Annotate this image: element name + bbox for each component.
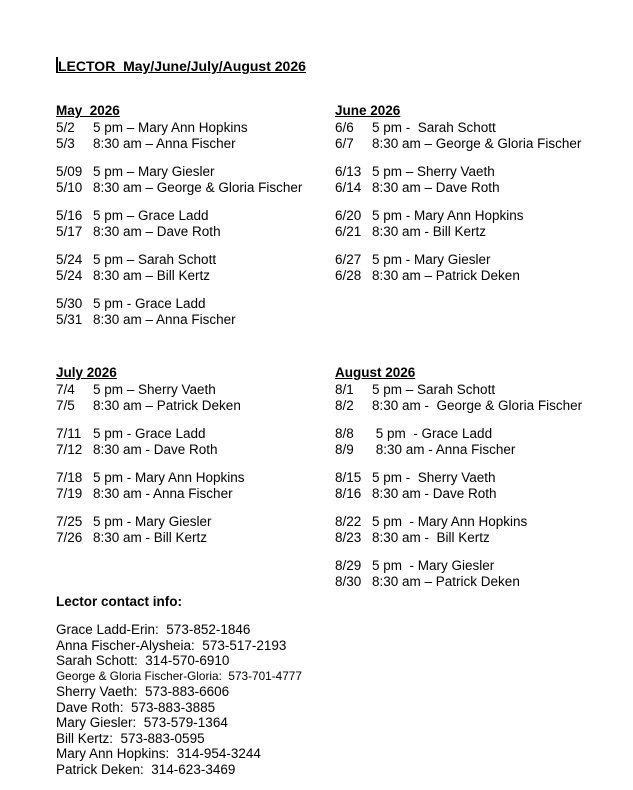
contact-line: George & Gloria Fischer-Gloria: 573-701-4777 xyxy=(56,668,302,683)
entry-text: 5 pm – Sherry Vaeth xyxy=(372,164,495,179)
service-group xyxy=(56,208,335,239)
entry-text: 5 pm – Sarah Schott xyxy=(372,382,496,397)
month-header: May 2026 xyxy=(56,103,120,118)
entry-date: 8/30 xyxy=(335,573,362,589)
month-header: August 2026 xyxy=(335,365,416,380)
month-section xyxy=(335,364,613,589)
entry-date: 6/14 xyxy=(335,179,362,195)
entry-date: 8/29 xyxy=(335,558,362,573)
service-group xyxy=(335,470,613,501)
entry-text: 5 pm - Mary Ann Hopkins xyxy=(372,208,524,223)
schedule-entry xyxy=(335,426,613,442)
month-header: June 2026 xyxy=(335,103,401,118)
entry-date: 5/24 xyxy=(56,267,83,283)
entry-date: 8/22 xyxy=(335,514,362,529)
service-group xyxy=(56,470,335,501)
schedule-entry xyxy=(335,382,613,398)
entry-date: 5/2 xyxy=(56,120,75,135)
entry-date: 7/18 xyxy=(56,470,83,485)
page-title xyxy=(56,57,613,76)
schedule-entry xyxy=(335,530,613,546)
contact-line: Anna Fischer-Alysheia: 573-517-2193 xyxy=(56,637,287,653)
schedule-entry xyxy=(335,574,613,590)
entry-date: 5/10 xyxy=(56,179,83,195)
service-group xyxy=(56,252,335,283)
entry-text: 5 pm - Sherry Vaeth xyxy=(372,470,496,485)
entry-date: 7/11 xyxy=(56,426,82,441)
schedule-entry xyxy=(335,442,613,458)
entry-date: 7/5 xyxy=(56,397,75,413)
schedule-entry xyxy=(56,514,335,530)
entry-text: 5 pm - Grace Ladd xyxy=(93,426,206,441)
entry-text: 8:30 am – George & Gloria Fischer xyxy=(372,135,582,151)
contact-section xyxy=(56,594,613,777)
entry-text: 8:30 am – Dave Roth xyxy=(372,179,500,195)
entry-text: 5 pm - Mary Ann Hopkins xyxy=(93,470,245,485)
service-group xyxy=(56,120,335,151)
month-header: July 2026 xyxy=(56,365,117,380)
entry-text: 5 pm - Grace Ladd xyxy=(372,426,493,441)
schedule-entry xyxy=(335,224,613,240)
entry-date: 7/25 xyxy=(56,514,83,529)
service-group xyxy=(335,514,613,545)
entry-date: 5/30 xyxy=(56,296,83,311)
schedule-entry xyxy=(335,164,613,180)
schedule-entry xyxy=(335,268,613,284)
entry-date: 8/9 xyxy=(335,441,354,457)
entry-text: 5 pm - Mary Giesler xyxy=(372,252,491,267)
schedule-entry xyxy=(335,514,613,530)
contact-line: Grace Ladd-Erin: 573-852-1846 xyxy=(56,622,251,637)
months-grid xyxy=(56,102,613,589)
entry-date: 8/16 xyxy=(335,485,362,501)
entry-text: 8:30 am – Patrick Deken xyxy=(372,267,520,283)
contact-line: Sherry Vaeth: 573-883-6606 xyxy=(56,684,230,699)
service-group xyxy=(56,296,335,327)
schedule-entry xyxy=(56,382,335,398)
schedule-entry xyxy=(335,470,613,486)
entry-text: 5 pm – Sarah Schott xyxy=(93,252,217,267)
schedule-entry xyxy=(56,208,335,224)
schedule-entry xyxy=(56,486,335,502)
entry-date: 6/6 xyxy=(335,120,354,135)
service-group xyxy=(335,558,613,589)
schedule-entry xyxy=(335,398,613,414)
entry-text: 8:30 am – Bill Kertz xyxy=(93,267,211,283)
schedule-entry xyxy=(56,136,335,152)
service-group xyxy=(56,426,335,457)
schedule-entry xyxy=(56,296,335,312)
contact-line: Sarah Schott: 314-570-6910 xyxy=(56,653,230,668)
contact-line: Mary Ann Hopkins: 314-954-3244 xyxy=(56,746,261,761)
entry-date: 8/1 xyxy=(335,382,354,397)
contact-line: Dave Roth: 573-883-3885 xyxy=(56,699,216,715)
schedule-entry xyxy=(56,470,335,486)
entry-text: 8:30 am - Bill Kertz xyxy=(372,529,490,545)
schedule-entry xyxy=(335,208,613,224)
schedule-entry xyxy=(335,486,613,502)
entry-date: 7/12 xyxy=(56,441,83,457)
schedule-entry xyxy=(335,120,613,136)
schedule-entry xyxy=(335,136,613,152)
entry-text: 8:30 am – Patrick Deken xyxy=(93,397,241,413)
entry-text: 8:30 am - George & Gloria Fischer xyxy=(372,397,583,413)
entry-text: 8:30 am – Anna Fischer xyxy=(93,311,236,327)
entry-text: 5 pm - Mary Giesler xyxy=(93,514,212,529)
contact-heading: Lector contact info: xyxy=(56,594,183,609)
entry-date: 8/8 xyxy=(335,426,354,441)
entry-text: 5 pm – Mary Ann Hopkins xyxy=(93,120,248,135)
entry-text: 5 pm - Sarah Schott xyxy=(372,120,496,135)
entry-date: 6/20 xyxy=(335,208,362,223)
entry-date: 6/7 xyxy=(335,135,354,151)
contact-lines xyxy=(56,622,613,777)
month-section xyxy=(56,102,335,327)
service-group xyxy=(56,514,335,545)
month-section xyxy=(335,102,613,327)
schedule-entry xyxy=(56,312,335,328)
entry-date: 8/23 xyxy=(335,529,362,545)
entry-date: 7/26 xyxy=(56,529,83,545)
entry-date: 5/3 xyxy=(56,135,75,151)
entry-text: 8:30 am - Dave Roth xyxy=(372,485,497,501)
service-group xyxy=(335,164,613,195)
contact-line: Mary Giesler: 573-579-1364 xyxy=(56,715,228,730)
entry-date: 8/2 xyxy=(335,397,354,413)
schedule-entry xyxy=(56,164,335,180)
entry-text: 5 pm – Sherry Vaeth xyxy=(93,382,216,397)
entry-date: 5/09 xyxy=(56,164,83,179)
entry-date: 5/24 xyxy=(56,252,83,267)
schedule-entry xyxy=(335,252,613,268)
service-group xyxy=(335,120,613,151)
entry-date: 7/4 xyxy=(56,382,75,397)
service-group xyxy=(335,208,613,239)
entry-text: 8:30 am – George & Gloria Fischer xyxy=(93,179,303,195)
schedule-entry xyxy=(56,426,335,442)
schedule-entry xyxy=(56,252,335,268)
schedule-entry xyxy=(335,558,613,574)
entry-text: 8:30 am – Anna Fischer xyxy=(93,135,236,151)
schedule-entry xyxy=(56,180,335,196)
schedule-entry xyxy=(56,268,335,284)
entry-text: 5 pm – Mary Giesler xyxy=(93,164,215,179)
service-group xyxy=(335,382,613,413)
schedule-entry xyxy=(56,530,335,546)
month-section xyxy=(56,364,335,589)
entry-text: 5 pm - Mary Ann Hopkins xyxy=(372,514,528,529)
entry-text: 8:30 am - Anna Fischer xyxy=(93,485,233,501)
contact-line: Bill Kertz: 573-883-0595 xyxy=(56,730,205,746)
entry-text: 8:30 am - Bill Kertz xyxy=(372,223,487,239)
service-group xyxy=(56,382,335,413)
schedule-entry xyxy=(56,224,335,240)
service-group xyxy=(335,252,613,283)
entry-date: 5/16 xyxy=(56,208,83,223)
entry-date: 5/17 xyxy=(56,223,83,239)
entry-text: 5 pm - Grace Ladd xyxy=(93,296,206,311)
schedule-entry xyxy=(56,442,335,458)
entry-date: 6/13 xyxy=(335,164,362,179)
entry-text: 8:30 am - Dave Roth xyxy=(93,441,218,457)
entry-text: 8:30 am - Bill Kertz xyxy=(93,529,208,545)
entry-date: 8/15 xyxy=(335,470,362,485)
service-group xyxy=(56,164,335,195)
entry-text: 5 pm - Mary Giesler xyxy=(372,558,495,573)
entry-date: 6/27 xyxy=(335,252,362,267)
schedule-entry xyxy=(56,398,335,414)
entry-date: 7/19 xyxy=(56,485,83,501)
entry-text: 8:30 am – Dave Roth xyxy=(93,223,221,239)
entry-date: 6/21 xyxy=(335,223,362,239)
entry-text: 5 pm – Grace Ladd xyxy=(93,208,209,223)
entry-date: 6/28 xyxy=(335,267,362,283)
contact-line: Patrick Deken: 314-623-3469 xyxy=(56,761,236,777)
entry-date: 5/31 xyxy=(56,311,83,327)
page-title-text: LECTOR May/June/July/August 2026 xyxy=(58,58,306,74)
entry-text: 8:30 am - Anna Fischer xyxy=(372,441,516,457)
service-group xyxy=(335,426,613,457)
schedule-entry xyxy=(56,120,335,136)
entry-text: 8:30 am – Patrick Deken xyxy=(372,573,520,589)
schedule-entry xyxy=(335,180,613,196)
